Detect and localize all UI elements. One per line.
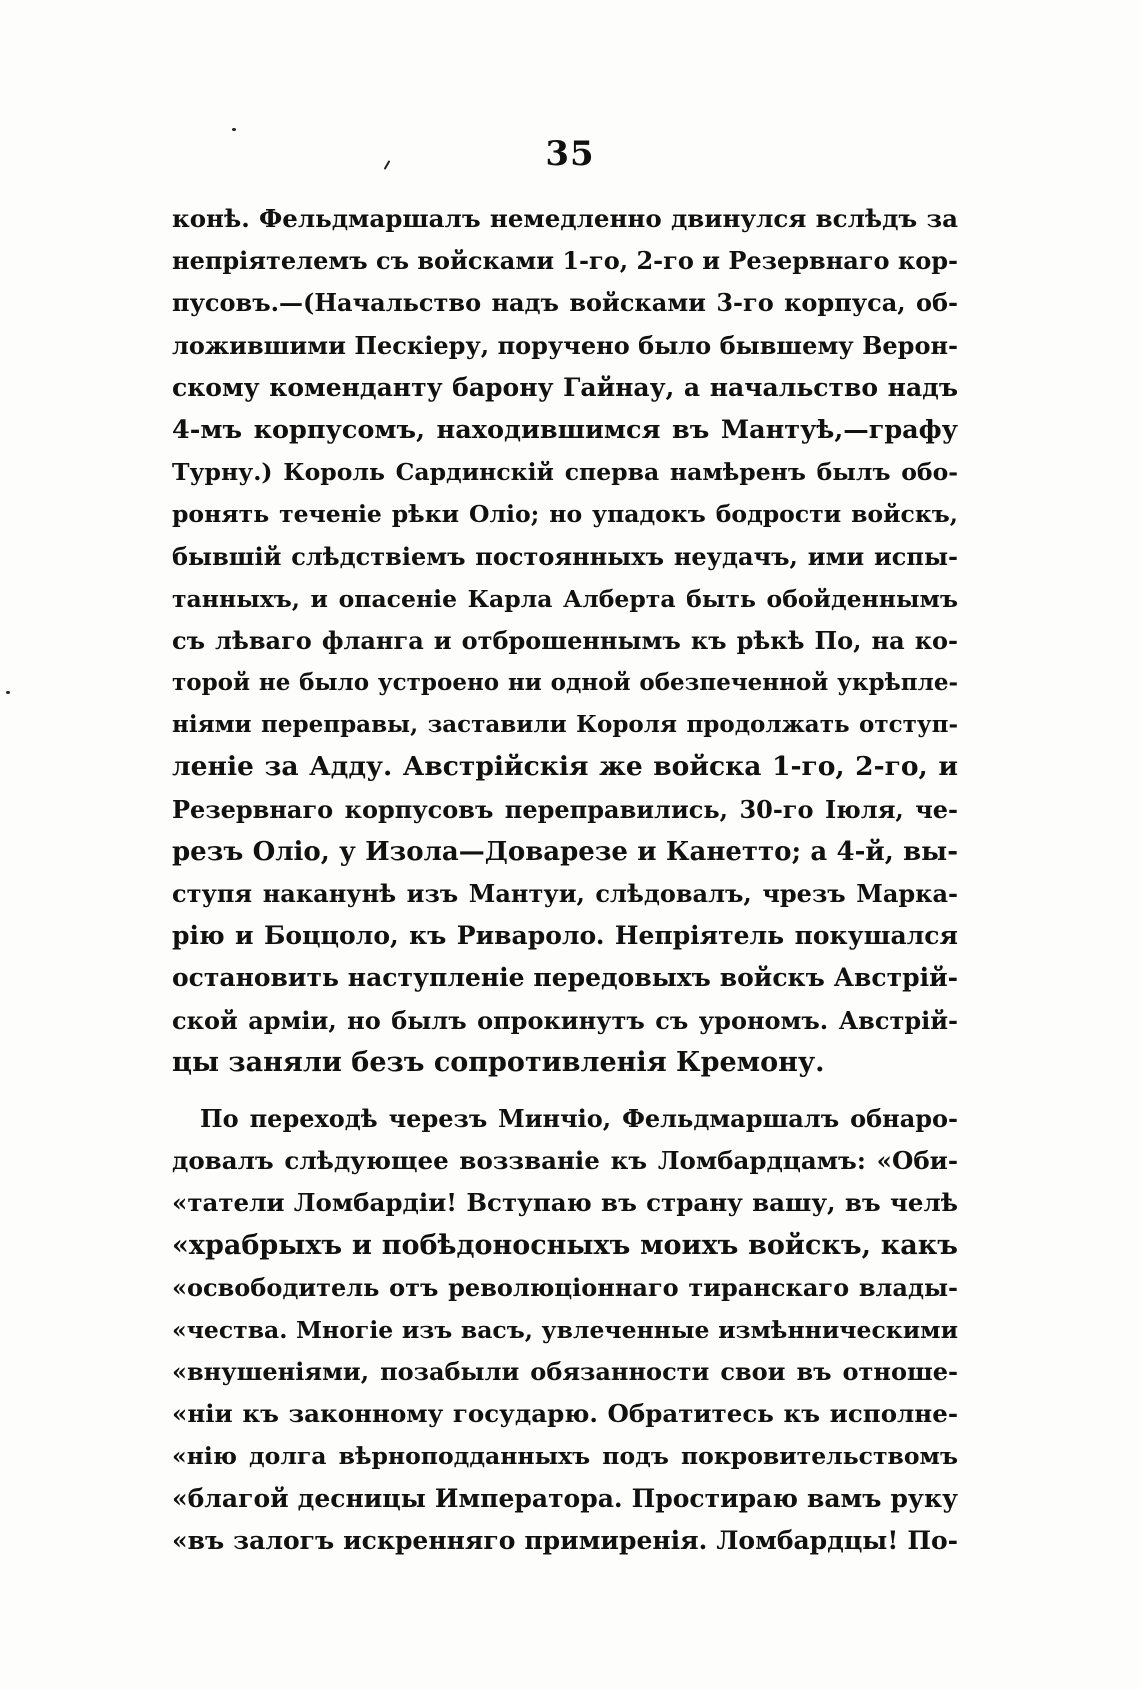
text-line: «храбрыхъ и побѣдоносныхъ моихъ войскъ, какъ — [172, 1229, 958, 1261]
text-line: танныхъ, и опасеніе Карла Алберта быть обойденнымъ — [172, 584, 958, 613]
text-line: «благой десницы Императора. Простираю вамъ руку — [172, 1483, 958, 1513]
paragraph-2 — [172, 1098, 958, 1562]
text-line: 4-мъ корпусомъ, находившимся въ Мантуѣ,—графу — [172, 414, 958, 445]
paragraph-gap — [172, 1084, 958, 1098]
print-speck — [232, 128, 236, 131]
paragraph-1 — [172, 198, 958, 1084]
text-line: «нію долга вѣрноподданныхъ подъ покровительствомъ — [172, 1442, 958, 1471]
text-line: съ лѣваго фланга и отброшеннымъ къ рѣкѣ По, на ко- — [172, 625, 958, 655]
text-line: бывшій слѣдствіемъ постоянныхъ неудачъ, ими испы- — [172, 541, 958, 571]
text-line: торой не было устроено ни одной обезпеченной укрѣпле- — [172, 669, 958, 697]
text-line: леніе за Адду. Австрійскія же войска 1-го, 2-го, и — [172, 751, 958, 783]
text-line: ской арміи, но былъ опрокинутъ съ урономъ. Австрій- — [172, 1005, 958, 1035]
text-line: «освободитель отъ революціоннаго тиранскаго влады- — [172, 1272, 958, 1302]
text-line: ложившими Пескіеру, поручено было бывшему Верон- — [172, 330, 958, 360]
text-line: довалъ слѣдующее воззваніе къ Ломбардцамъ: «Оби- — [172, 1146, 958, 1176]
text-line: «татели Ломбардіи! Вступаю въ страну вашу, въ челѣ — [172, 1188, 958, 1218]
text-line: пусовъ.—(Начальство надъ войсками 3-го корпуса, об- — [172, 288, 958, 318]
text-line: «чества. Многіе изъ васъ, увлеченные измѣнническими — [172, 1315, 958, 1344]
text-line: цы заняли безъ сопротивленія Кремону. — [172, 1046, 825, 1078]
text-line: конѣ. Фельдмаршалъ немедленно двинулся вслѣдъ за — [172, 204, 958, 233]
text-line: Резервнаго корпусовъ переправились, 30-го Іюля, че- — [172, 794, 958, 824]
text-line: рію и Боццоло, къ Риваролo. Непріятель покушался — [172, 921, 958, 951]
text-line: ніями переправы, заставили Короля продолжать отступ- — [172, 711, 958, 739]
print-speck — [6, 691, 10, 694]
text-line: остановить наступленіе передовыхъ войскъ Австрій- — [172, 963, 958, 993]
text-line: непріятелемъ съ войсками 1-го, 2-го и Резервнаго кор- — [172, 246, 958, 276]
text-line: Турну.) Король Сардинскій сперва намѣренъ былъ обо- — [172, 458, 958, 487]
text-line: ронять теченіе рѣки Оліо; но упадокъ бодрости войскъ, — [172, 500, 958, 529]
page-number: 35 — [545, 134, 595, 174]
text-line: скому коменданту барону Гайнау, а начальство надъ — [172, 372, 958, 402]
text-line: ступя наканунѣ изъ Мантуи, слѣдовалъ, чрезъ Марка- — [172, 879, 958, 908]
text-line: «внушеніями, позабыли обязанности свои въ отноше- — [172, 1357, 958, 1387]
text-line: резъ Оліо, у Изола—Доварезе и Канетто; а 4-й, вы- — [172, 836, 958, 867]
body-text — [172, 198, 958, 1562]
text-line: По переходѣ черезъ Минчіо, Фельдмаршалъ обнарo- — [200, 1103, 958, 1133]
text-line: «ніи къ законному государю. Обратитесь къ исполне- — [172, 1399, 958, 1429]
text-line: «въ залогъ искренняго примиренія. Ломбардцы! По- — [172, 1525, 958, 1555]
